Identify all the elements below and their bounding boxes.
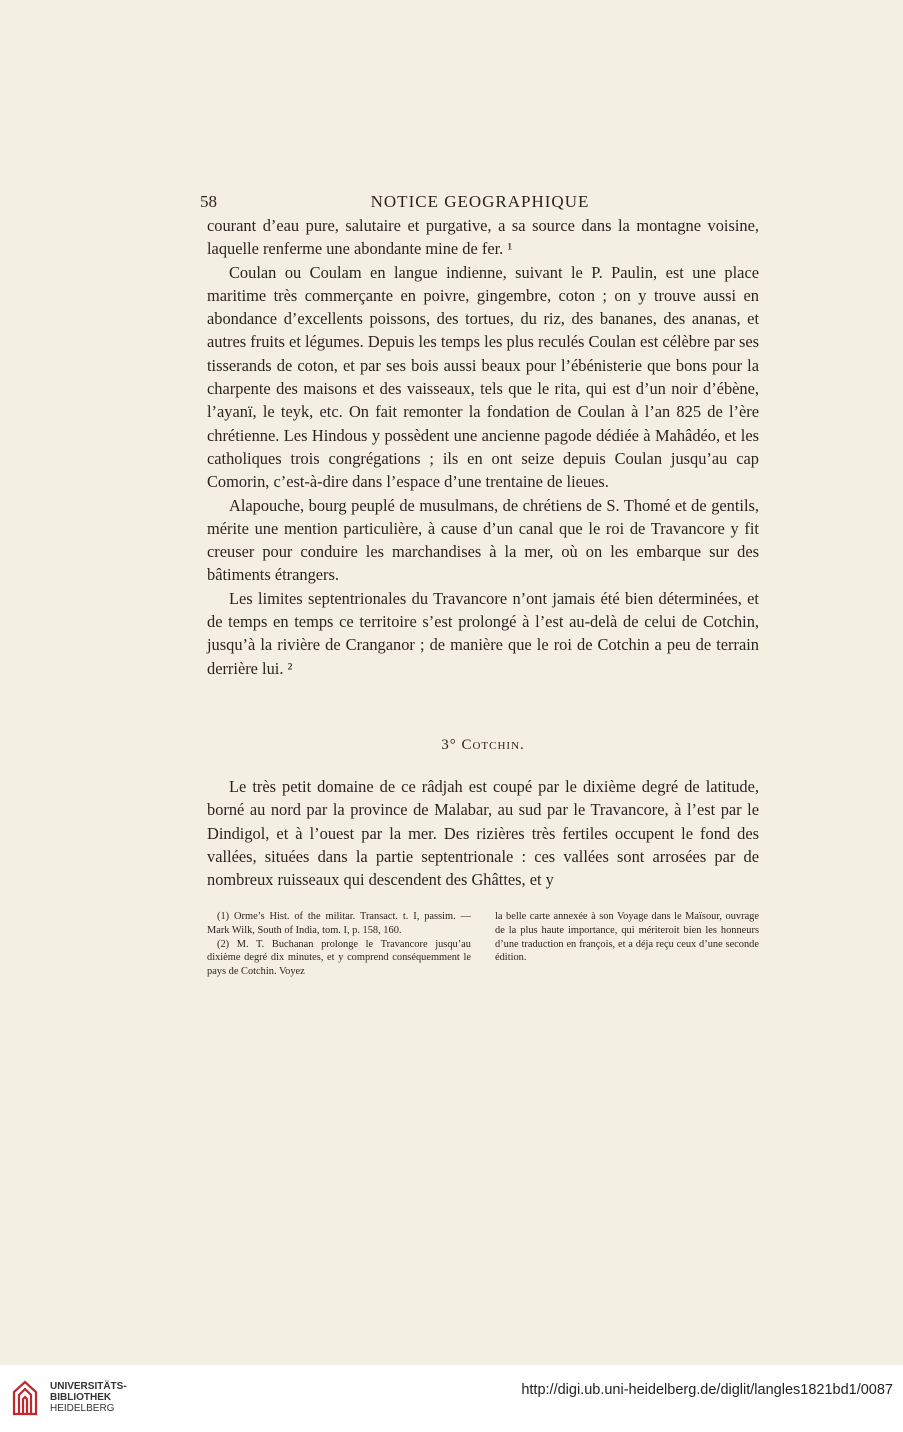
paragraph-4: Les limites septentrionales du Travancore n’ont jamais été bien déterminées, et de temps en temps ce territoire s’est prolongé à l’est au-delà de celui de Cotchin, jusqu’à la rivière de Cranganor ; de manière que le roi de Cotchin a peu de terrain derrière lui. ² bbox=[207, 588, 759, 678]
footnote-2-continued: la belle carte annexée à son Voyage dans le Maïsour, ouvrage de la plus haute importance, qui mériteroit bien les honneurs d’une traduction en françois, et a déja reçu ceux d’une seconde édition. bbox=[495, 911, 759, 964]
main-text bbox=[207, 214, 759, 680]
section-heading: 3° Cotchin. bbox=[441, 737, 525, 753]
paragraph-3: Alapouche, bourg peuplé de musulmans, de chrétiens de S. Thomé et de gentils, mérite une mention particulière, à cause d’un canal que le roi de Travancore y fit creuser pour conduire les marchandises à la mer, où on les embarque sur des bâtiments étrangers. bbox=[207, 495, 759, 585]
running-title: NOTICE GEOGRAPHIQUE bbox=[370, 192, 590, 211]
viewer-footer bbox=[0, 1365, 903, 1432]
page-header bbox=[200, 192, 760, 216]
footnotes bbox=[207, 910, 759, 979]
page-number: 58 bbox=[200, 192, 217, 211]
library-line-1: UNIVERSITÄTS- bbox=[50, 1381, 127, 1392]
footnote-1: (1) Orme’s Hist. of the militar. Transact. t. I, passim. — Mark Wilk, South of India, tom. I, p. 158, 160. bbox=[207, 911, 471, 936]
ub-heidelberg-logo-icon bbox=[10, 1374, 40, 1420]
library-line-3: HEIDELBERG bbox=[50, 1403, 115, 1414]
section-paragraph: Le très petit domaine de ce râdjah est coupé par le dixième degré de latitude, borné au nord par la province de Malabar, au sud par le Travancore, à l’est par le Dindigol, et à l’ouest par la mer. Des rizières très fertiles occupent le fond des vallées, situées dans la partie septentrionale : ces vallées sont arrosées par de nombreux ruisseaux qui descendent des Ghâttes, et y bbox=[207, 777, 759, 890]
section-text bbox=[207, 775, 759, 891]
permalink-url[interactable]: http://digi.ub.uni-heidelberg.de/diglit/langles1821bd1/0087 bbox=[521, 1382, 893, 1398]
footnote-column-right bbox=[495, 910, 759, 979]
library-line-2: BIBLIOTHEK bbox=[50, 1392, 112, 1403]
footnote-2: (2) M. T. Buchanan prolonge le Travancore jusqu’au dixième degré dix minutes, et y comprend conséquemment le pays de Cotchin. Voyez bbox=[207, 938, 471, 978]
paragraph-1: courant d’eau pure, salutaire et purgative, a sa source dans la montagne voisine, laquelle renferme une abondante mine de fer. ¹ bbox=[207, 216, 759, 259]
footnote-column-left bbox=[207, 910, 471, 979]
paragraph-2: Coulan ou Coulam en langue indienne, suivant le P. Paulin, est une place maritime très commerçante en poivre, gingembre, coton ; on y trouve aussi en abondance d’excellents poissons, des tortues, du riz, des bananes, des ananas, et autres fruits et légumes. Depuis les temps les plus reculés Coulan est célèbre par ses tisserands de coton, et par ses bois aussi beaux pour l’ébénisterie que bons pour la charpente des maisons et des vaisseaux, tels que le rita, qui est d’un noir d’ébène, l’ayanï, le teyk, etc. On fait remonter la fondation de Coulan à l’an 825 de l’ère chrétienne. Les Hindous y possèdent une ancienne pagode dédiée à Mahâdéo, et les catholiques trois congrégations ; ils en ont seize depuis Coulan jusqu’au cap Comorin, c’est-à-dire dans l’espace d’une trentaine de lieues. bbox=[207, 262, 759, 492]
library-name bbox=[50, 1381, 127, 1414]
